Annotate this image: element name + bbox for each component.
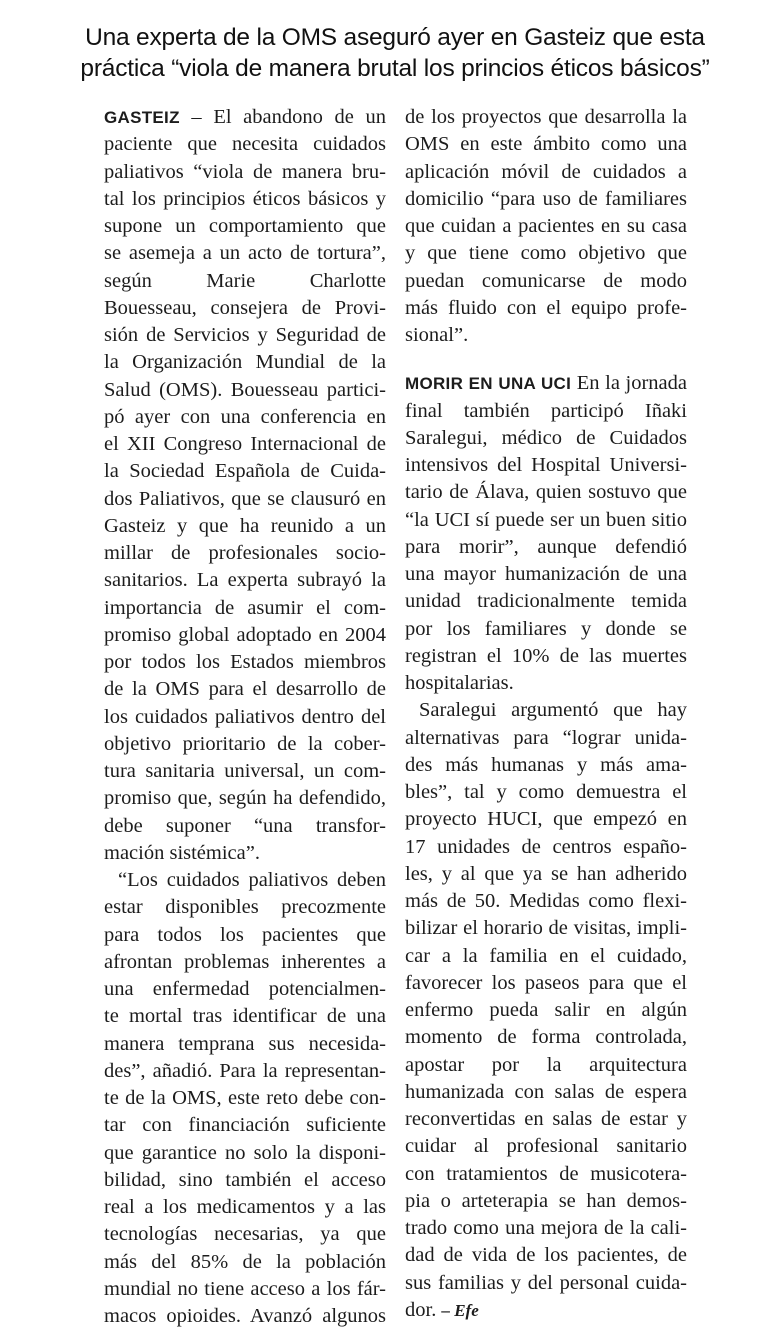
text-line: proyecto HUCI, que empezó en	[405, 808, 687, 831]
text-line: unidad tradicionalmente temida	[405, 590, 687, 613]
text-line: te mortal tras identificar de una	[104, 1005, 386, 1028]
text-line: Saralegui, médico de Cuidados	[405, 426, 687, 449]
lead-text: – El abandono de un	[179, 106, 386, 128]
text-line: más de 50. Medidas como flexi-	[405, 890, 687, 912]
text-line: final también participó Iñaki	[405, 399, 687, 422]
subhead-line: práctica “viola de manera brutal los princios éticos básicos”	[80, 55, 710, 82]
text-line: Gasteiz y que ha reunido a un	[104, 514, 386, 537]
paragraph	[104, 131, 386, 867]
text-line: tario de Álava, quien sostuvo que	[405, 481, 687, 504]
section-kicker-text: En la jornada	[571, 372, 687, 395]
text-line: dos Paliativos, que se clausuró en	[104, 487, 386, 510]
text-line: se asemeja a un acto de tortura”,	[104, 242, 386, 265]
section-kicker-line	[405, 370, 687, 397]
text-line: estar disponibles precozmente	[104, 896, 386, 919]
text-line: paciente que necesita cuidados	[104, 133, 386, 156]
text-line: humanizada con salas de espera	[405, 1080, 687, 1103]
lead-line	[104, 104, 386, 131]
text-line: trado como una mejora de la cali-	[405, 1217, 687, 1239]
text-line: enfermo pueda salir en algún	[405, 999, 687, 1021]
text-line: momento de forma controlada,	[405, 1026, 687, 1049]
text-line: sión de Servicios y Seguridad de	[104, 324, 386, 346]
text-line: OMS en este ámbito como una	[405, 133, 687, 156]
text-line: Salud (OMS). Bouesseau partici-	[104, 378, 386, 401]
text-line: bilizar el horario de visitas, impli-	[405, 917, 687, 940]
text-line: tecnologías necesarias, ya que	[104, 1223, 386, 1246]
text-line: car a la familia en el cuidado,	[405, 944, 687, 967]
text-line: la Organización Mundial de la	[104, 351, 386, 374]
text-line: macos opioides. Avanzó algunos	[104, 1305, 386, 1327]
text-line: la Sociedad Española de Cuida-	[104, 460, 386, 483]
text-line: afrontan problemas inherentes a	[104, 950, 386, 973]
text-line: el XII Congreso Internacional de	[104, 433, 386, 455]
text-line: promiso que, según ha defendido,	[104, 787, 386, 810]
text-line: una enfermedad potencialmen-	[104, 978, 386, 1000]
subhead-line: Una experta de la OMS aseguró ayer en Gasteiz que esta	[85, 24, 705, 51]
text-line: tura sanitaria universal, un com-	[104, 760, 386, 782]
text-line: reconvertidas en salas de estar y	[405, 1108, 687, 1130]
text-line: supone un comportamiento que	[104, 215, 386, 237]
text-line: intensivos del Hospital Universi-	[405, 454, 687, 476]
text-line: tal los principios éticos básicos y	[104, 187, 386, 210]
text-line: real a los medicamentos y a las	[104, 1196, 386, 1218]
text-line: de los proyectos que desarrolla la	[405, 106, 687, 128]
text-line: des”, añadió. Para la representan-	[104, 1059, 386, 1082]
text-line: para morir”, aunque defendió	[405, 535, 687, 558]
article-subheadline	[40, 22, 750, 84]
text-line: y que tiene como objetivo que	[405, 242, 687, 265]
text-line: te de la OMS, este reto debe con-	[104, 1087, 386, 1109]
text-line: una mayor humanización de una	[405, 563, 687, 585]
paragraph	[405, 104, 687, 349]
text-line: por los familiares y donde se	[405, 617, 687, 640]
text-line: sus familias y del personal cuida-	[405, 1271, 687, 1294]
text-line-content: dor.	[405, 1298, 437, 1321]
text-line: apostar por la arquitectura	[405, 1053, 687, 1076]
text-line: pó ayer con una conferencia en	[104, 405, 386, 428]
text-line: “la UCI sí puede ser un buen sitio	[405, 508, 687, 531]
text-line: Saralegui argumentó que hay	[419, 699, 687, 722]
text-line: alternativas para “lograr unida-	[405, 726, 687, 749]
paragraph	[405, 697, 687, 1324]
paragraph	[405, 398, 687, 698]
text-line: que cuidan a pacientes en su casa	[405, 215, 687, 237]
text-line: hospitalarias.	[405, 672, 514, 694]
text-line: domicilio “para uso de familiares	[405, 187, 687, 210]
text-line: manera temprana sus necesida-	[104, 1032, 386, 1055]
text-line: promiso global adoptado en 2004	[104, 623, 386, 646]
text-line: por todos los Estados miembros	[104, 651, 386, 673]
text-line: de la OMS para el desarrollo de	[104, 678, 386, 701]
text-line: con tratamientos de musicotera-	[405, 1162, 687, 1185]
text-line: que garantice no solo la disponi-	[104, 1141, 386, 1164]
text-line: paliativos “viola de manera bru-	[104, 160, 386, 183]
text-line: registran el 10% de las muertes	[405, 644, 687, 667]
text-line: millar de profesionales socio-	[104, 542, 386, 564]
text-line: mundial no tiene acceso a los fár-	[104, 1277, 386, 1300]
text-line: aplicación móvil de cuidados a	[405, 160, 687, 183]
text-line: bilidad, sino también el acceso	[104, 1168, 386, 1191]
text-line: sanitarios. La experta subrayó la	[104, 569, 386, 592]
text-line: importancia de asumir el com-	[104, 596, 386, 619]
paragraph	[104, 867, 386, 1330]
text-line: pia o arteterapia se han demos-	[405, 1189, 687, 1212]
text-line: bles”, tal y como demuestra el	[405, 781, 687, 803]
text-line: Bouesseau, consejera de Provi-	[104, 296, 386, 319]
text-line: tar con financiación suficiente	[104, 1114, 386, 1137]
text-line: “Los cuidados paliativos deben	[118, 869, 386, 891]
text-line: 17 unidades de centros españo-	[405, 835, 687, 858]
location-kicker: GASTEIZ	[104, 108, 180, 127]
section-kicker: MORIR EN UNA UCI	[405, 374, 572, 394]
text-line: dad de vida de los pacientes, de	[405, 1244, 687, 1267]
text-line: más del 85% de la población	[104, 1250, 386, 1273]
text-line: más fluido con el equipo profe-	[405, 296, 687, 319]
text-line: objetivo prioritario de la cober-	[104, 732, 386, 755]
text-line: mación sistémica”.	[104, 841, 260, 864]
text-line: los cuidados paliativos dentro del	[104, 705, 386, 728]
text-line: des más humanas y más ama-	[405, 753, 687, 776]
text-line: para todos los pacientes que	[104, 923, 386, 946]
article-column-left	[104, 104, 386, 1330]
text-line: según Marie Charlotte	[104, 269, 386, 292]
text-line: favorecer los paseos para que el	[405, 971, 687, 994]
text-line: cuidar al profesional sanitario	[405, 1135, 687, 1158]
text-line: sional”.	[405, 324, 469, 346]
text-line: les, y al que ya se han adherido	[405, 862, 687, 885]
text-line	[405, 1297, 687, 1324]
text-line: debe suponer “una transfor-	[104, 814, 386, 837]
article-column-right	[405, 104, 687, 1324]
text-line: puedan comunicarse de modo	[405, 269, 687, 292]
agency-signature: – Efe	[441, 1300, 479, 1320]
